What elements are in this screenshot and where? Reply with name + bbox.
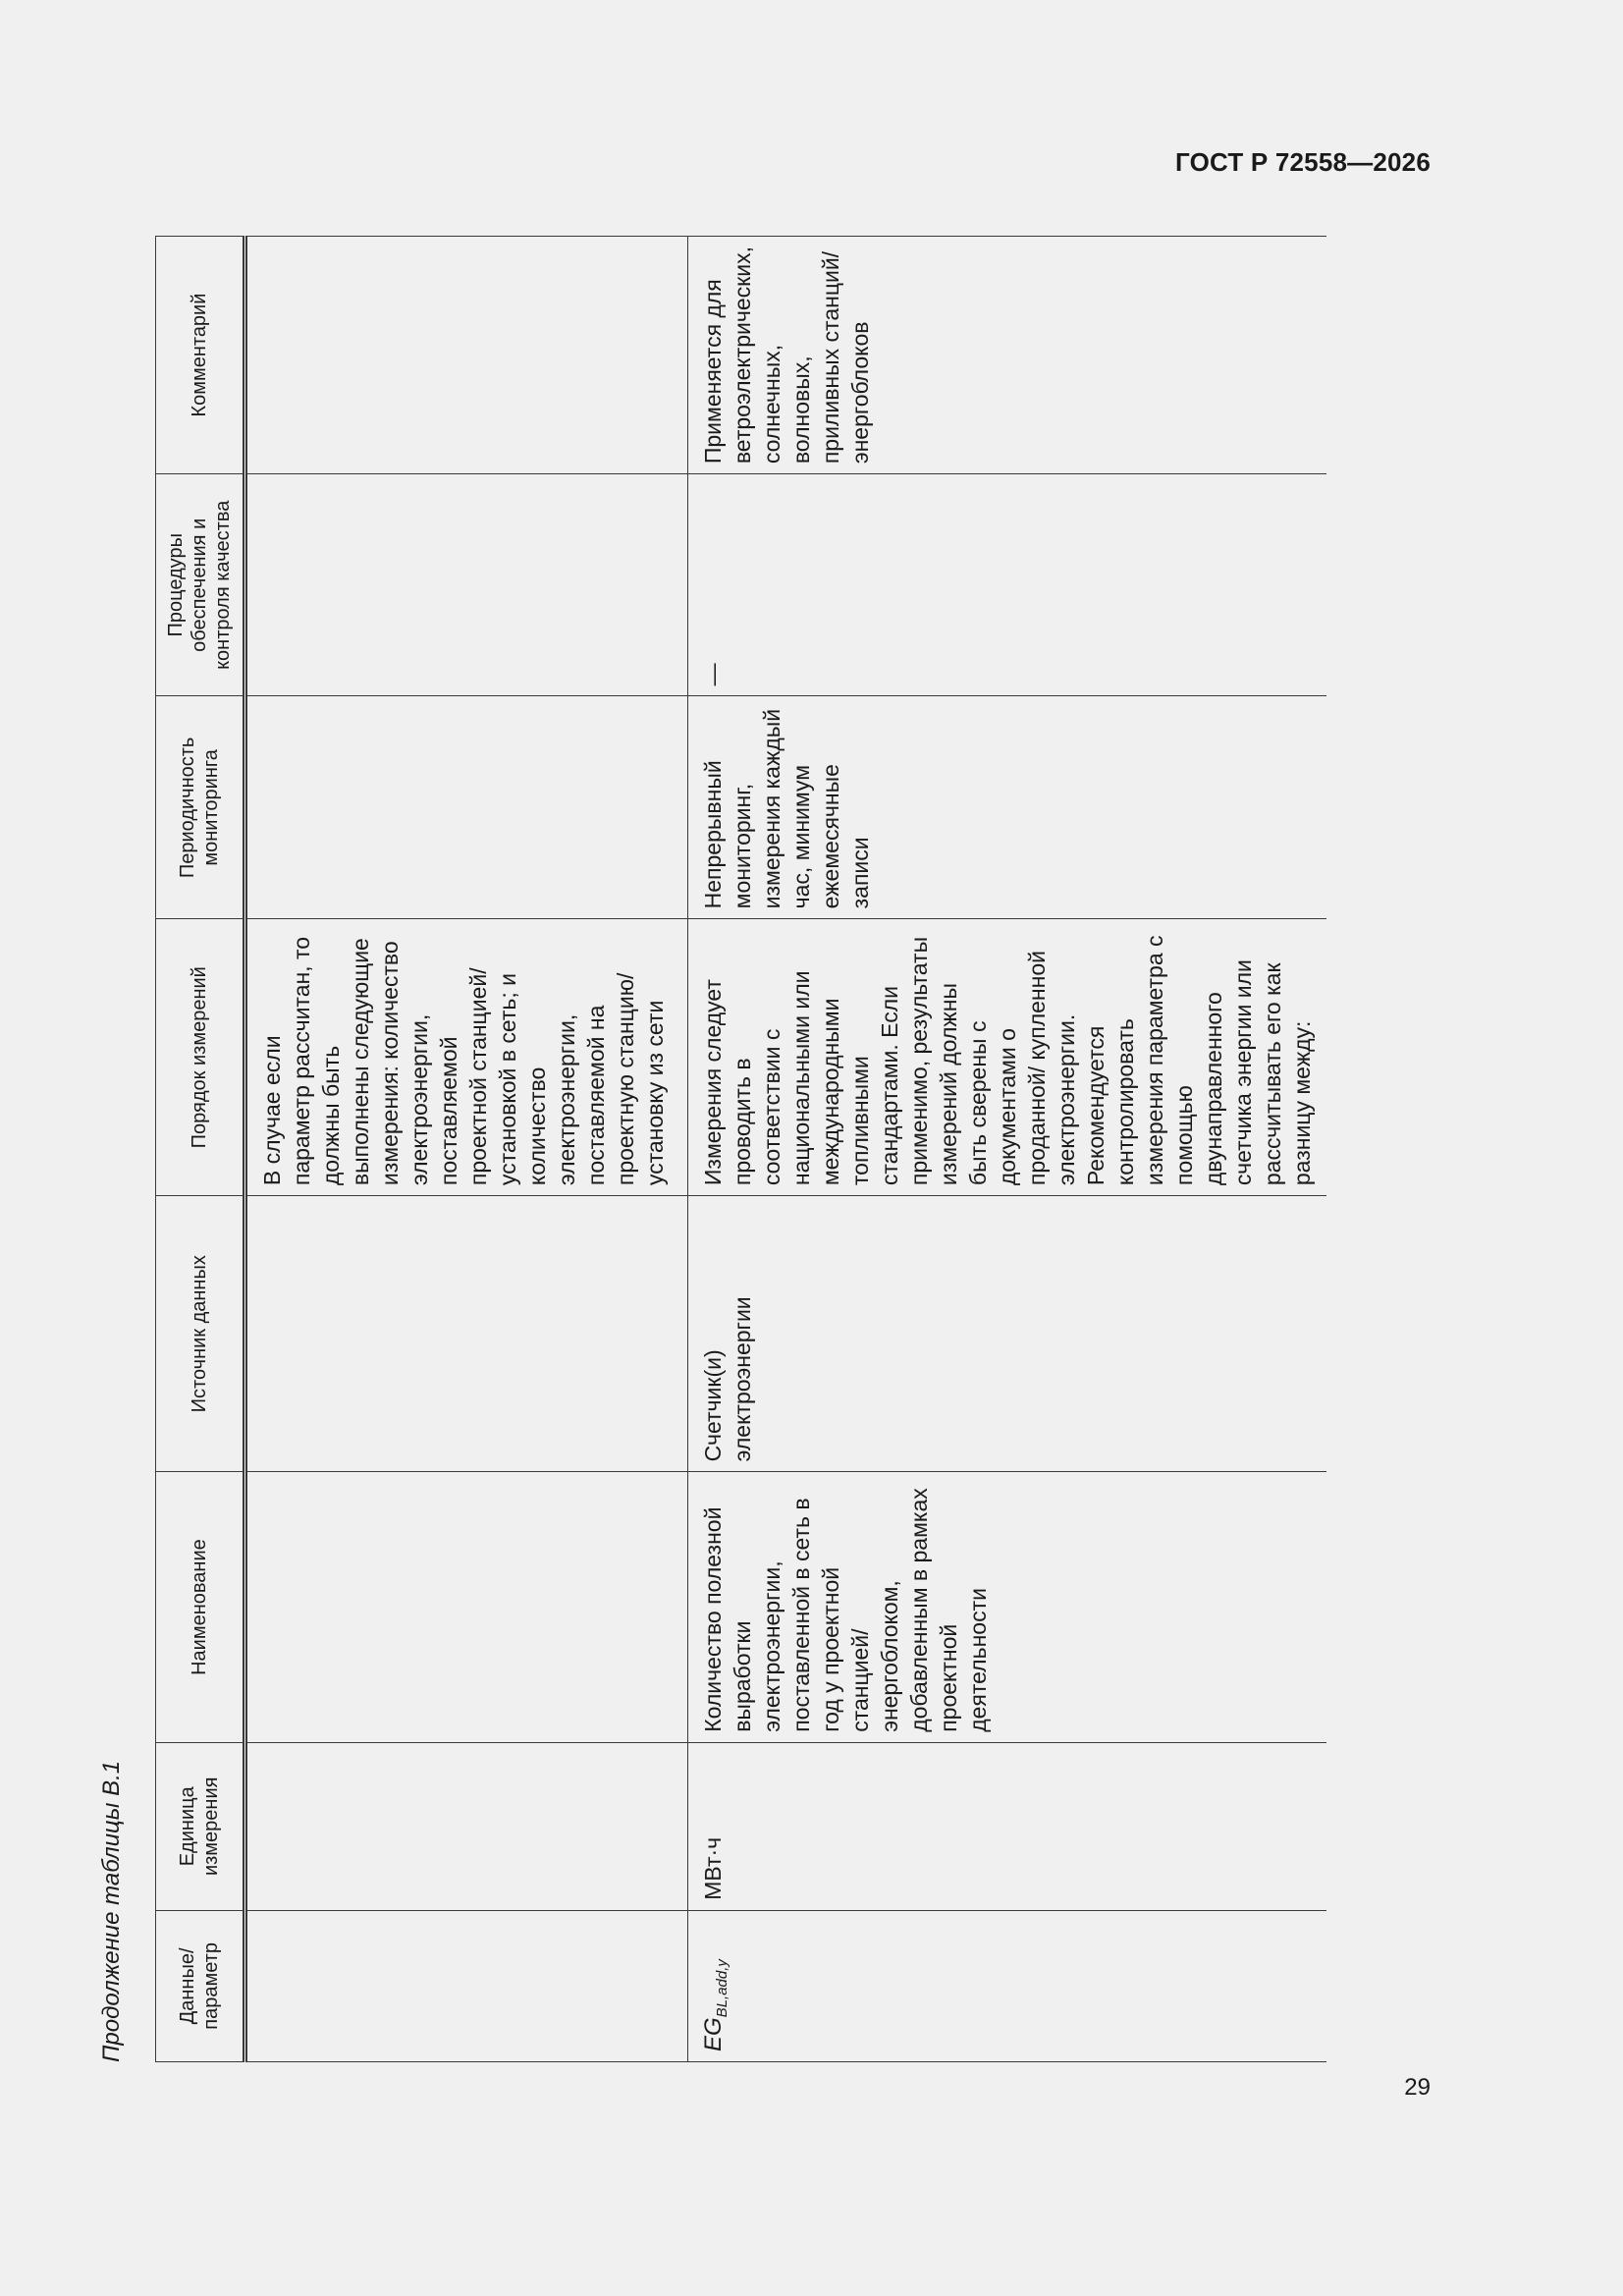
header-unit: Единица измерения [156,1742,245,1910]
header-frequency: Периодичность мониторинга [156,696,245,919]
parameter-base: EG [700,2017,727,2051]
parameter-symbol [700,1959,730,2051]
cell-procedure: Измерения следует проводить в соответствии с национальными или международными топливными стандартами. Если применимо, результаты измерений должны быть сверены с документами о проданной/ купленной электроэнергии. Рекомендуется контролировать измерения параметра с помощью двунаправленного счетчика энергии или рассчитывать его как разницу между: [688,919,1327,1196]
cell-parameter [245,1910,688,2061]
table-row [245,237,688,2062]
cell-source [245,1196,688,1472]
cell-name [245,1472,688,1742]
cell-procedure: В случае если параметр рассчитан, то должны быть выполнены следующие измерения: количество электроэнергии, поставляемой проектной станцией/ установкой в сеть; и количество электроэнергии, поставляемой на проектную станцию/ установку из сети [245,919,688,1196]
cell-frequency [245,696,688,919]
cell-qa-qc [245,474,688,696]
table-header-row [156,237,245,2062]
standard-code: ГОСТ Р 72558—2026 [1175,147,1431,177]
header-procedure: Порядок измерений [156,919,245,1196]
table-row [688,237,1327,2062]
monitoring-table [155,236,1326,2062]
parameter-subscript: BL,add,y [714,1959,730,2018]
header-comment: Комментарий [156,237,245,474]
table-caption: Продолжение таблицы В.1 [98,1760,125,2062]
cell-unit [245,1742,688,1910]
header-name: Наименование [156,1472,245,1742]
cell-comment: Применяется для ветроэлектрических, солнечных, волновых, приливных станций/ энергоблоков [688,237,1327,474]
cell-parameter [688,1910,1327,2061]
cell-source: Счетчик(и) электроэнергии [688,1196,1327,1472]
cell-frequency: Непрерывный мониторинг, измерения каждый час, минимум ежемесячные записи [688,696,1327,919]
header-qa-qc: Процедуры обеспечения и контроля качества [156,474,245,696]
cell-name: Количество полезной выработки электроэнергии, поставленной в сеть в год у проектной станцией/энергоблоком, добавленным в рамках проектной деятельности [688,1472,1327,1742]
cell-comment [245,237,688,474]
page-number: 29 [1404,2074,1431,2101]
cell-qa-qc: — [688,474,1327,696]
rotated-table-block [98,236,1571,2062]
header-parameter: Данные/ параметр [156,1910,245,2061]
cell-unit: МВт·ч [688,1742,1327,1910]
header-source: Источник данных [156,1196,245,1472]
